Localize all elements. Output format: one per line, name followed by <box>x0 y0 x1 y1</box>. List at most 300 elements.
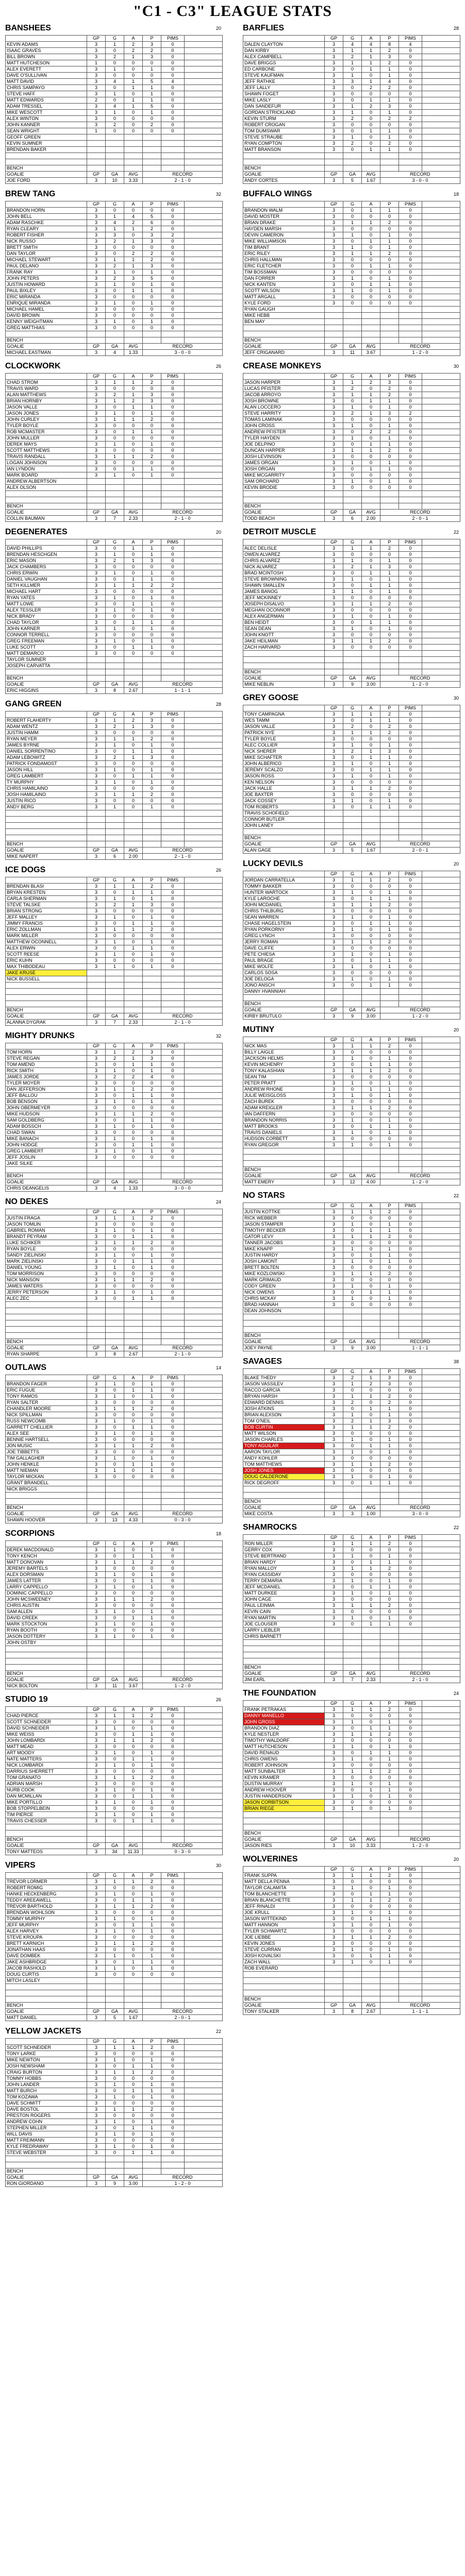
player-row <box>243 1283 460 1290</box>
player-stat <box>399 153 422 159</box>
player-stat: 3 <box>325 1283 343 1290</box>
player-row <box>6 564 223 570</box>
player-stat: 3 <box>87 607 106 614</box>
player-stat: 1 <box>343 73 362 79</box>
empty-cell <box>161 165 185 172</box>
goalie-stat: 0 - 3 - 0 <box>143 1517 223 1523</box>
player-stat: 1 <box>362 48 380 54</box>
column-header: PIMS <box>161 1043 185 1049</box>
player-stat: 1 <box>380 288 399 294</box>
player-stat: 0 <box>399 1400 422 1406</box>
player-name: BOB STOPPELBEIN <box>6 1806 87 1812</box>
player-stat <box>343 1634 362 1640</box>
skater-header-row <box>243 1369 460 1375</box>
player-row <box>243 214 460 220</box>
player-name: DANIEL SORRENTINO <box>6 749 87 755</box>
player-name: JEREMY SCALZO <box>243 767 325 773</box>
column-header: P <box>143 201 161 208</box>
player-stat: 1 <box>380 147 399 153</box>
goalie-header-row <box>6 1013 223 1020</box>
player-stat: 1 <box>106 1252 124 1259</box>
player-stat: 0 <box>399 945 422 952</box>
empty-cell <box>422 423 460 429</box>
player-stat: 1 <box>362 251 380 257</box>
player-row <box>6 884 223 890</box>
player-name: SANDY ZIELINSKI <box>6 1252 87 1259</box>
player-stat: 0 <box>106 1935 124 1941</box>
goalie-stat: 3 <box>87 1185 106 1192</box>
player-stat: 0 <box>161 392 185 398</box>
player-row <box>243 1265 460 1271</box>
empty-cell <box>422 1136 460 1142</box>
empty-cell <box>161 331 185 337</box>
empty-cell <box>185 989 223 995</box>
empty-cell <box>380 1327 399 1333</box>
player-stat: 0 <box>106 1449 124 1455</box>
header-blank <box>422 705 460 711</box>
roster-table <box>5 711 223 860</box>
player-stat: 1 <box>343 423 362 429</box>
player-stat: 0 <box>161 472 185 479</box>
player-row <box>6 1634 223 1640</box>
column-header: AVG <box>362 675 380 682</box>
player-stat: 2 <box>380 902 399 908</box>
player-row <box>243 1603 460 1609</box>
player-stat <box>325 325 343 331</box>
empty-cell <box>422 128 460 134</box>
player-stat: 3 <box>87 1155 106 1161</box>
player-stat: 1 <box>380 804 399 810</box>
column-header: PIMS <box>161 877 185 884</box>
player-stat: 0 <box>380 884 399 890</box>
player-stat: 0 <box>161 263 185 269</box>
player-row <box>243 1597 460 1603</box>
player-row <box>6 1049 223 1056</box>
column-header: AVG <box>124 848 143 854</box>
player-stat: 1 <box>124 454 143 460</box>
player-stat: 0 <box>161 319 185 325</box>
player-row <box>243 1215 460 1222</box>
player-name: ADAM KREIGLER <box>243 1105 325 1111</box>
player-stat: 0 <box>343 85 362 91</box>
player-stat: 0 <box>161 589 185 595</box>
player-stat: 0 <box>362 1283 380 1290</box>
player-stat: 0 <box>161 921 185 927</box>
player-row <box>6 1418 223 1425</box>
player-stat: 0 <box>124 1099 143 1105</box>
player-row <box>6 1719 223 1725</box>
player-stat: 1 <box>106 804 124 810</box>
player-stat: 2 <box>380 1732 399 1738</box>
header-blank <box>422 539 460 546</box>
column-header: P <box>143 877 161 884</box>
player-stat <box>380 319 399 325</box>
player-stat: 1 <box>106 1099 124 1105</box>
empty-cell <box>325 1333 343 1339</box>
player-stat: 0 <box>161 60 185 66</box>
roster-table <box>243 1037 460 1185</box>
empty-cell <box>161 2003 185 2009</box>
empty-cell <box>422 767 460 773</box>
empty-cell <box>422 1161 460 1167</box>
team-name: SAVAGES <box>243 1357 282 1366</box>
player-stat: 1 <box>106 1215 124 1222</box>
empty-cell <box>380 1493 399 1499</box>
player-stat: 0 <box>161 546 185 552</box>
player-stat <box>325 817 343 823</box>
empty-cell <box>185 73 223 79</box>
player-stat: 0 <box>161 570 185 577</box>
header-blank <box>185 1707 223 1713</box>
player-stat: 1 <box>362 749 380 755</box>
player-stat: 3 <box>325 804 343 810</box>
player-stat: 1 <box>362 958 380 964</box>
empty-cell <box>185 1824 223 1831</box>
empty-cell <box>161 1339 185 1345</box>
empty-cell <box>362 503 380 510</box>
team-header <box>243 1189 460 1202</box>
player-name: MARK BOARD <box>6 472 87 479</box>
empty-cell <box>422 1480 460 1486</box>
player-row <box>243 1646 460 1652</box>
column-header: G <box>106 1375 124 1381</box>
player-stat: 3 <box>87 1806 106 1812</box>
player-stat <box>143 1161 161 1167</box>
player-stat <box>161 1493 185 1499</box>
player-stat: 1 <box>380 1806 399 1812</box>
player-row <box>243 1750 460 1756</box>
player-row <box>6 1437 223 1443</box>
goalie-label: GOALIE <box>243 1671 325 1677</box>
header-blank <box>422 1037 460 1043</box>
player-row <box>6 466 223 472</box>
player-row <box>243 79 460 85</box>
goalie-stat: 1 - 2 - 0 <box>380 1013 460 1020</box>
player-stat <box>343 153 362 159</box>
team-block <box>243 857 460 1020</box>
empty-cell <box>87 675 106 682</box>
goalie-stat: 3 <box>325 516 343 522</box>
bench-row <box>243 1831 460 1837</box>
player-stat: 0 <box>124 1787 143 1793</box>
player-name: JOHN MCDANIEL <box>243 902 325 908</box>
player-stat: 0 <box>161 122 185 128</box>
player-stat: 0 <box>343 1074 362 1080</box>
empty-cell <box>343 1658 362 1665</box>
empty-cell <box>422 779 460 786</box>
player-row <box>243 1302 460 1308</box>
player-stat: 3 <box>87 1474 106 1480</box>
player-stat <box>124 1493 143 1499</box>
player-stat: 1 <box>380 110 399 116</box>
empty-cell <box>124 841 143 848</box>
empty-cell <box>185 1879 223 1885</box>
player-stat: 3 <box>87 1394 106 1400</box>
player-stat: 0 <box>399 398 422 404</box>
player-stat <box>161 1640 185 1646</box>
player-name: BRIAN HORNBY <box>6 398 87 404</box>
player-stat: 1 <box>343 1781 362 1787</box>
empty-cell <box>422 1781 460 1787</box>
player-stat: 3 <box>87 1891 106 1897</box>
player-row <box>243 724 460 730</box>
player-row <box>6 91 223 97</box>
player-stat: 0 <box>124 294 143 300</box>
player-name <box>6 1308 87 1314</box>
player-stat: 3 <box>325 1879 343 1885</box>
empty-cell <box>143 1333 161 1339</box>
player-stat: 1 <box>380 208 399 214</box>
player-row <box>243 466 460 472</box>
player-stat: 1 <box>380 577 399 583</box>
player-row <box>6 239 223 245</box>
bench-label: BENCH <box>6 503 87 510</box>
player-stat <box>362 325 380 331</box>
player-stat: 1 <box>343 773 362 779</box>
empty-cell <box>243 159 325 165</box>
empty-cell <box>422 1290 460 1296</box>
goalie-label: GOALIE <box>6 2009 87 2015</box>
player-row <box>243 1290 460 1296</box>
player-stat: 0 <box>343 1240 362 1246</box>
player-stat: 0 <box>143 1080 161 1087</box>
column-header: P <box>143 1375 161 1381</box>
player-row <box>243 1818 460 1824</box>
player-row <box>6 1124 223 1130</box>
player-row <box>243 730 460 736</box>
player-stat: 0 <box>161 1800 185 1806</box>
player-stat: 4 <box>399 42 422 48</box>
empty-cell <box>185 1486 223 1493</box>
player-stat: 3 <box>325 485 343 491</box>
player-stat: 0 <box>362 607 380 614</box>
roster-table <box>5 1706 223 1855</box>
player-row <box>6 657 223 663</box>
player-stat: 1 <box>380 921 399 927</box>
player-name: CHRIS MCKAY <box>243 1296 325 1302</box>
player-stat: 0 <box>399 479 422 485</box>
player-stat <box>161 823 185 829</box>
player-stat: 0 <box>124 1947 143 1953</box>
goalie-stat: 3 <box>325 848 343 854</box>
player-row <box>6 1725 223 1732</box>
player-stat: 0 <box>399 122 422 128</box>
player-stat <box>106 153 124 159</box>
player-row <box>243 601 460 607</box>
player-name: RYAN GREGOR <box>243 1142 325 1148</box>
empty-cell <box>380 337 399 344</box>
team-name: BUFFALO WINGS <box>243 190 312 198</box>
player-stat <box>161 1984 185 1990</box>
player-stat: 3 <box>87 1713 106 1719</box>
player-name: CHRIS HALLMAN <box>243 257 325 263</box>
player-stat: 0 <box>161 1897 185 1904</box>
player-stat <box>161 1308 185 1314</box>
player-name: TERRY DEMARIA <box>243 1578 325 1584</box>
player-stat <box>380 1320 399 1327</box>
column-header: AVG <box>362 841 380 848</box>
player-stat <box>87 1658 106 1665</box>
player-row <box>6 1713 223 1719</box>
player-row <box>6 1990 223 1996</box>
player-name: BRAD HANNAH <box>243 1302 325 1308</box>
player-stat <box>106 1646 124 1652</box>
player-stat: 0 <box>362 1553 380 1560</box>
goalie-row <box>243 1013 460 1020</box>
player-stat: 1 <box>362 1584 380 1590</box>
player-stat: 2 <box>380 1462 399 1468</box>
player-stat: 3 <box>87 411 106 417</box>
player-stat: 0 <box>106 1719 124 1725</box>
player-name: ERIC RILEY <box>243 251 325 257</box>
empty-cell <box>422 220 460 226</box>
player-stat: 3 <box>87 1578 106 1584</box>
player-stat: 3 <box>325 1387 343 1394</box>
player-stat: 0 <box>343 122 362 128</box>
player-stat: 3 <box>87 601 106 607</box>
player-stat: 1 <box>343 877 362 884</box>
player-name: ALEC DELISLE <box>243 546 325 552</box>
player-stat: 0 <box>380 1455 399 1462</box>
player-stat: 0 <box>124 607 143 614</box>
player-row <box>6 1099 223 1105</box>
empty-cell <box>6 1665 87 1671</box>
player-stat: 0 <box>161 54 185 60</box>
player-stat <box>143 1990 161 1996</box>
header-blank <box>6 1707 87 1713</box>
player-stat: 0 <box>362 1806 380 1812</box>
empty-cell <box>422 214 460 220</box>
goalie-stat: 2.00 <box>124 854 143 860</box>
player-stat: 0 <box>399 1560 422 1566</box>
player-stat: 1 <box>343 976 362 982</box>
player-row <box>6 755 223 761</box>
player-row <box>6 1646 223 1652</box>
empty-cell <box>185 1290 223 1296</box>
empty-cell <box>185 60 223 66</box>
player-stat: 2 <box>106 1056 124 1062</box>
goalie-row <box>6 178 223 184</box>
goalie-row <box>6 688 223 694</box>
empty-cell <box>343 1161 362 1167</box>
player-stat <box>380 325 399 331</box>
empty-cell <box>362 1493 380 1499</box>
player-stat <box>106 485 124 491</box>
player-row <box>243 823 460 829</box>
player-stat <box>161 1658 185 1665</box>
column-header: P <box>380 871 399 877</box>
player-row <box>6 1080 223 1087</box>
player-name: CHRIS BARNETT <box>243 1634 325 1640</box>
player-stat: 0 <box>399 976 422 982</box>
team-block <box>5 1859 222 2021</box>
player-stat: 3 <box>325 896 343 902</box>
player-name: OWEN ALVAREZ <box>243 552 325 558</box>
empty-cell <box>185 325 223 331</box>
player-stat: 1 <box>362 1068 380 1074</box>
player-name: MITCH LASLEY <box>6 1978 87 1984</box>
empty-cell <box>185 595 223 601</box>
goalie-label: GOALIE <box>6 1511 87 1517</box>
empty-cell <box>161 497 185 503</box>
player-stat: 3 <box>87 263 106 269</box>
player-row <box>6 485 223 491</box>
player-stat: 0 <box>399 214 422 220</box>
player-name: MATTHEW OCONNELL <box>6 939 87 945</box>
player-stat: 3 <box>87 724 106 730</box>
column-header: GP <box>87 1345 106 1351</box>
player-stat: 2 <box>380 1271 399 1277</box>
player-stat: 1 <box>380 134 399 141</box>
empty-cell <box>343 1824 362 1831</box>
player-stat <box>362 651 380 657</box>
player-row <box>6 220 223 226</box>
empty-cell <box>87 1837 106 1843</box>
player-stat: 2 <box>362 1381 380 1387</box>
player-stat: 0 <box>362 1080 380 1087</box>
player-stat: 3 <box>325 595 343 601</box>
player-row <box>6 1597 223 1603</box>
player-stat: 1 <box>343 245 362 251</box>
player-stat: 0 <box>161 294 185 300</box>
empty-cell <box>243 663 325 669</box>
player-name: ADAM BOSSCH <box>6 1124 87 1130</box>
player-stat: 3 <box>325 392 343 398</box>
player-name <box>6 817 87 823</box>
player-stat: 0 <box>124 1437 143 1443</box>
player-stat <box>399 1148 422 1155</box>
column-header: AVG <box>124 1179 143 1185</box>
player-stat: 0 <box>343 736 362 742</box>
player-stat <box>143 810 161 817</box>
player-stat: 0 <box>124 282 143 288</box>
player-stat: 0 <box>343 1572 362 1578</box>
empty-cell <box>161 669 185 675</box>
empty-cell <box>399 159 422 165</box>
player-name: BRETT KARNICH <box>6 1941 87 1947</box>
player-row <box>6 1148 223 1155</box>
player-name: ALEX HARVEY <box>6 1928 87 1935</box>
player-row <box>243 257 460 263</box>
column-header: G <box>343 1037 362 1043</box>
player-stat: 5 <box>143 214 161 220</box>
player-stat: 3 <box>325 976 343 982</box>
player-name: RYAN YATES <box>6 595 87 601</box>
header-blank <box>243 705 325 711</box>
empty-cell <box>185 110 223 116</box>
team-block <box>243 1853 460 2015</box>
empty-cell <box>422 1652 460 1658</box>
player-stat <box>343 651 362 657</box>
player-stat: 0 <box>124 423 143 429</box>
empty-cell <box>422 927 460 933</box>
player-name: STEVE HAFF <box>6 91 87 97</box>
player-row <box>6 651 223 657</box>
player-stat: 1 <box>106 91 124 97</box>
player-stat: 0 <box>380 779 399 786</box>
team-block <box>243 1355 460 1517</box>
empty-cell <box>185 1412 223 1418</box>
player-stat: 1 <box>362 79 380 85</box>
player-stat <box>106 1161 124 1167</box>
player-name: BRANDON FAGER <box>6 1381 87 1387</box>
goalie-row <box>6 1849 223 1855</box>
player-stat: 3 <box>87 276 106 282</box>
player-name: MIKE WILLIAMSON <box>243 239 325 245</box>
player-stat: 2 <box>380 724 399 730</box>
empty-cell <box>106 1333 124 1339</box>
player-stat: 1 <box>106 1621 124 1628</box>
